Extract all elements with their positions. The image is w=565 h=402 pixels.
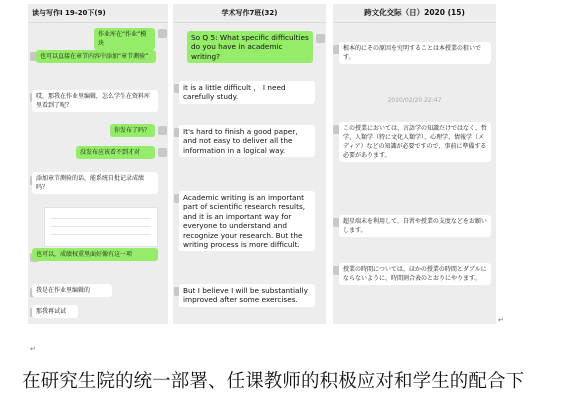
message-bubble: Academic writing is an important part of scientific research results, and it is an important way for everyone to understand and recognize your research. But the writing process is more difficult. (179, 191, 315, 251)
message-bubble: 也可以，成绩权重里面好像有这一项 (32, 248, 158, 261)
chat-screenshot-reading-writing (28, 4, 168, 324)
chat-screenshot-academic-writing (173, 4, 326, 324)
message-bubble: it is a little difficult ， I need carefully study. (179, 81, 315, 104)
message-bubble: 你发布了吗？ (110, 124, 155, 137)
paragraph-mark: ↵ (30, 345, 36, 353)
sender-avatar (158, 29, 167, 38)
sender-avatar (158, 126, 167, 135)
message-bubble: この授業においては、言語学の知識だけではなく、哲学、人類学（特に文化人類学）、心理学、情報学（メディア）などの知識が必要ですので、事前に準備する必要があります。 (339, 122, 491, 162)
message-bubble: 根本的にその原因を究明することは本授業の狙いです。 (339, 42, 491, 64)
message-bubble: 也可以直接在章节内容中添加“章节测验” (36, 50, 156, 63)
message-bubble: 授業の時間については、ほかの授業の時間とダブルにならないように、時間割合表のとおりにやります。 (339, 263, 491, 285)
message-bubble: 我是在作业里编辑的 (32, 284, 112, 297)
message-bubble: 哎，那我在作业里编辑，怎么学生在资料库里看到了呢？ (32, 90, 158, 112)
chat-title: 学术写作7班(32) (173, 4, 326, 23)
chat-title: 跨文化交际（日）2020 (15) (333, 4, 496, 23)
message-bubble: 没发布应该看不到才对 (76, 146, 155, 159)
sender-avatar (316, 34, 325, 43)
message-bubble: 作业库在“作业”模块 (94, 28, 155, 50)
attachment-preview (44, 207, 158, 247)
message-bubble: So Q 5: What specific difficulties do you have in academic writing? (187, 31, 313, 63)
message-bubble: 那我再试试 (32, 305, 78, 318)
message-bubble: It's hard to finish a good paper, and not easy to deliver all the information in a logical way. (179, 125, 315, 157)
body-text: 在研究生院的统一部署、任课教师的积极应对和学生的配合下 (22, 371, 525, 392)
sender-avatar (158, 148, 167, 157)
message-bubble: 超星端末を利用して、自習や授業の支度などをお願いします。 (339, 215, 491, 237)
message-timestamp: 2020/02/20 22:47 (387, 97, 442, 104)
message-bubble: 添加章节测验的话，能系统自批记录成绩吗？ (32, 172, 158, 194)
chat-screenshot-intercultural-communication (333, 4, 496, 324)
return-mark: ↵ (498, 316, 504, 324)
message-bubble: But I believe I will be substantially improved after some exercises. (179, 284, 315, 307)
chat-title: 读与写作I 19-20下(9) (28, 4, 168, 23)
